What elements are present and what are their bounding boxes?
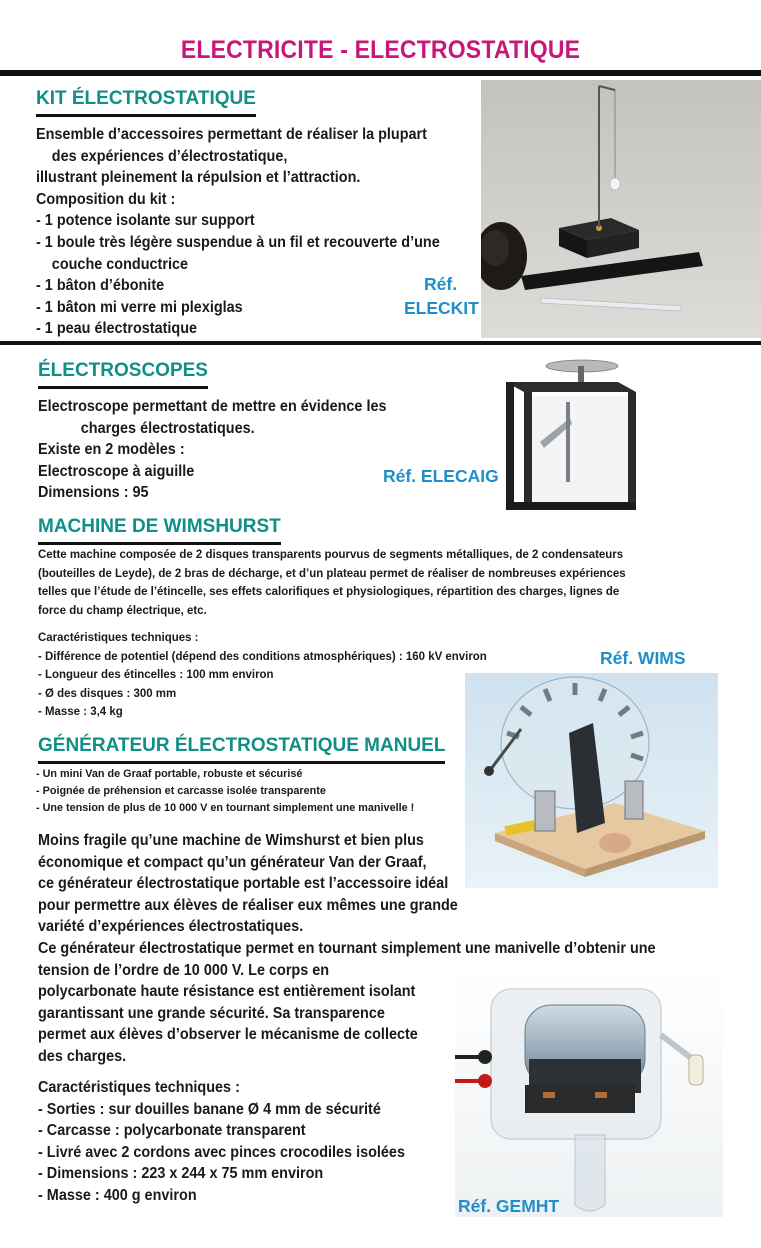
page-title: ELECTRICITE - ELECTROSTATIQUE [180,36,581,64]
generator-line: des charges. [38,1047,127,1065]
generator-line: polycarbonate haute résistance est entièrement isolant [38,983,416,1001]
kit-line: couche conductrice [51,255,188,273]
generator-photo [455,965,723,1217]
wimshurst-specs-title: Caractéristiques techniques : [38,630,199,644]
wimshurst-spec: - Différence de potentiel (dépend des conditions atmosphériques) : 160 kV environ [38,648,487,663]
kit-description [36,124,440,340]
kit-heading: KIT ÉLECTROSTATIQUE [36,88,256,113]
wimshurst-spec: - Ø des disques : 300 mm [38,685,177,700]
kit-ref-code: ELECKIT [404,298,479,318]
generator-bullet: - Poignée de préhension et carcasse isolée transparente [36,785,326,797]
kit-line: Ensemble d’accessoires permettant de réaliser la plupart [36,126,427,143]
wimshurst-spec: - Masse : 3,4 kg [38,704,123,718]
kit-line: - 1 bâton mi verre mi plexiglas [36,298,243,316]
electroscopes-description [38,396,387,504]
wimshurst-ref: Réf. WIMS [600,648,686,668]
kit-ref-label: Réf. [424,274,458,294]
electroscopes-line: Electroscope à aiguille [38,462,195,480]
generator-heading: GÉNÉRATEUR ÉLECTROSTATIQUE MANUEL [38,735,445,760]
wimshurst-line: force du champ électrique, etc. [38,602,207,617]
generator-spec: - Carcasse : polycarbonate transparent [38,1122,306,1140]
kit-line: Composition du kit : [36,190,176,208]
generator-spec: - Livré avec 2 cordons avec pinces crocodiles isolées [38,1143,405,1161]
generator-bullet: - Un mini Van de Graaf portable, robuste et sécurisé [36,768,303,780]
section-divider [0,341,761,345]
generator-spec: - Dimensions : 223 x 244 x 75 mm environ [38,1165,324,1183]
generator-ref: Réf. GEMHT [458,1196,560,1216]
wimshurst-description [38,545,626,619]
wimshurst-heading: MACHINE DE WIMSHURST [38,516,281,541]
section-divider [0,70,761,76]
electroscopes-line: Electroscope permettant de mettre en évidence les [38,398,387,415]
generator-specs-title: Caractéristiques techniques : [38,1079,240,1096]
electroscope-photo [500,352,640,512]
electroscopes-line: Dimensions : 95 [38,484,149,502]
generator-line: permet aux élèves d’observer le mécanisme de collecte [38,1026,418,1044]
electroscopes-heading: ÉLECTROSCOPES [38,360,208,385]
generator-line: garantissant une grande sécurité. Sa transparence [38,1004,385,1022]
kit-line: - 1 potence isolante sur support [36,212,255,230]
generator-spec: - Masse : 400 g environ [38,1186,197,1204]
generator-line: économique et compact qu’un générateur Van der Graaf, [38,853,427,871]
wimshurst-line: Cette machine composée de 2 disques transparents pourvus de segments métalliques, de 2 condensateurs [38,547,624,561]
kit-line: illustrant pleinement la répulsion et l’attraction. [36,169,361,187]
generator-spec: - Sorties : sur douilles banane Ø 4 mm de sécurité [38,1100,381,1118]
electroscopes-ref: Réf. ELECAIG [383,466,499,486]
generator-line: tension de l’ordre de 10 000 V. Le corps en [38,961,330,979]
wimshurst-specs [38,628,487,721]
generator-line: variété d’expériences électrostatiques. [38,918,304,936]
wimshurst-spec: - Longueur des étincelles : 100 mm environ [38,667,274,681]
kit-line: - 1 peau électrostatique [36,320,198,338]
generator-bullet: - Une tension de plus de 10 000 V en tournant simplement une manivelle ! [36,802,415,814]
generator-line: Moins fragile qu’une machine de Wimshurst et bien plus [38,832,424,849]
generator-specs [38,1077,405,1207]
electroscopes-line: charges électrostatiques. [80,419,255,437]
kit-line: des expériences d’électrostatique, [51,147,288,165]
electroscopes-line: Existe en 2 modèles : [38,441,185,459]
generator-line: Ce générateur électrostatique permet en tournant simplement une manivelle d’obtenir une [38,939,656,957]
kit-line: - 1 bâton d’ébonite [36,277,165,295]
wimshurst-line: (bouteilles de Leyde), de 2 bras de décharge, et d’un plateau permet de réaliser de nombreuses expériences [38,565,626,580]
generator-bullets [36,766,414,817]
generator-line: pour permettre aux élèves de réaliser eux mêmes une grande [38,896,458,914]
kit-line: - 1 boule très légère suspendue à un fil et recouverte d’une [36,233,440,251]
wimshurst-line: telles que l’étude de l’étincelle, ses effets calorifiques et physiologiques, répartition des charges, lignes de [38,584,620,598]
kit-photo [481,80,761,338]
generator-line: ce générateur électrostatique portable est l’accessoire idéal [38,875,449,893]
